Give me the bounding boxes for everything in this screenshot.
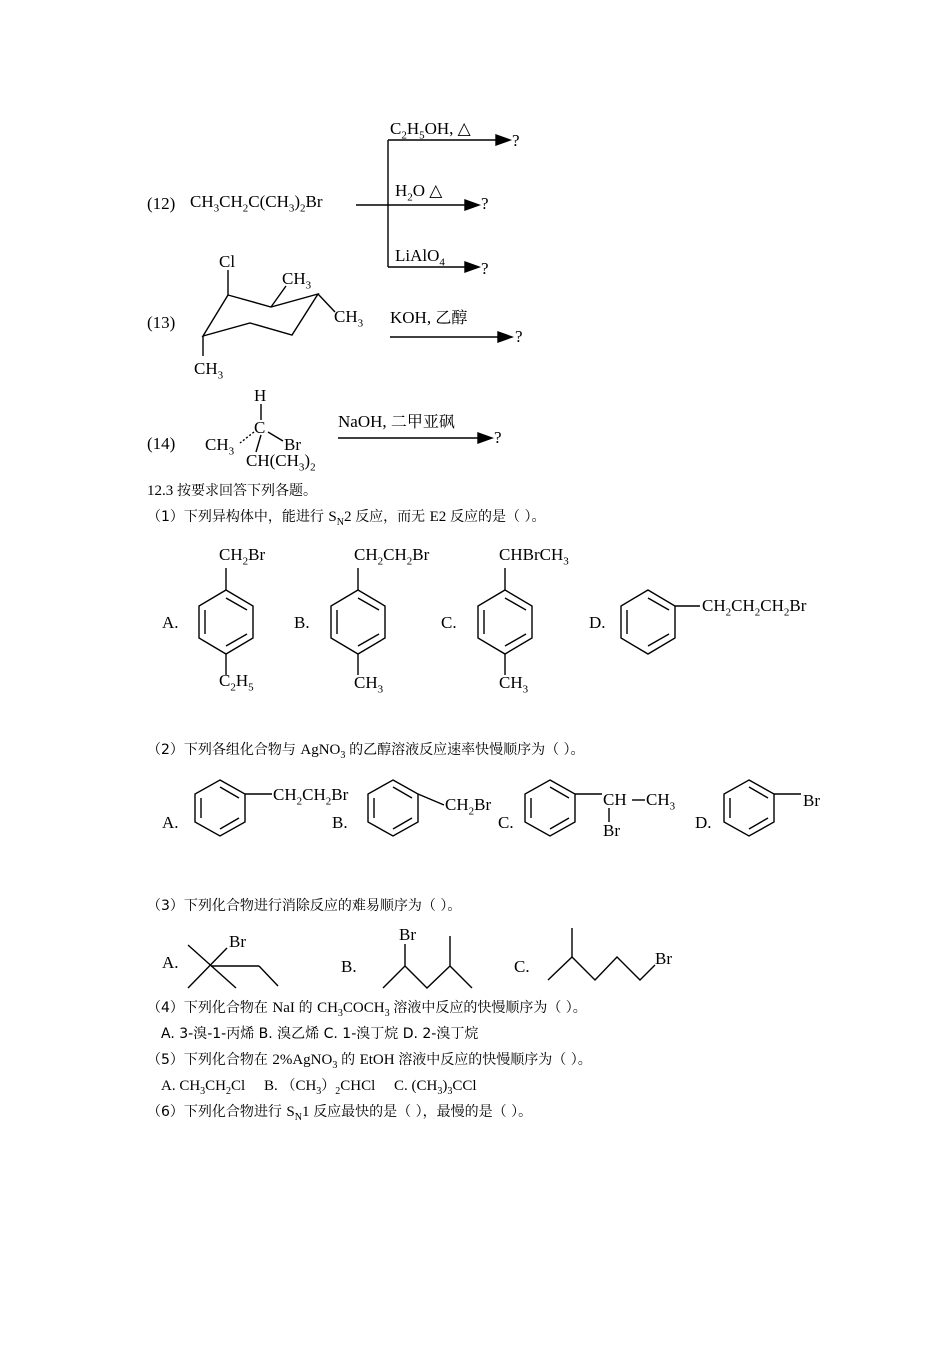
q2-option-c-label: C. [498, 813, 514, 832]
q2-option-c-ch3: $CH_3$ [646, 790, 676, 813]
problem-13-condition: KOH, 乙醇 [390, 308, 468, 327]
problem-13-product: ? [515, 327, 523, 346]
problem-14-number: (14) [147, 434, 176, 453]
q2-option-a-side: $CH_2CH_2Br$ [273, 785, 349, 808]
q3-option-a-br: Br [229, 932, 246, 951]
problem-12-condition-a: $C_2H_5OH$, △ [390, 119, 471, 142]
problem-14-isopropyl-label: $CH(CH_3)_2$ [246, 451, 316, 474]
problem-12-product-a: ? [512, 131, 520, 150]
problem-14-h-label: H [254, 386, 267, 405]
problem-14-ch3-label: $CH_3$ [205, 435, 235, 458]
question-1-text: （1）下列异构体中，能进行 $S_N2$ 反应，而无 E2 反应的是（ ）。 [147, 509, 546, 528]
q1-option-d-side: $CH_2CH_2CH_2Br$ [702, 596, 807, 619]
problem-13-ch3-right: $CH_3$ [334, 307, 364, 330]
q2-option-b-label: B. [332, 813, 348, 832]
q3-option-a-label: A. [162, 953, 179, 972]
q3-option-c-br: Br [655, 949, 672, 968]
q1-option-c-top: CHBrCH$_3$ [499, 545, 569, 568]
problem-13-cl-label: Cl [219, 252, 236, 271]
q1-option-a-label: A. [162, 613, 179, 632]
question-4-text: （4）下列化合物在 NaI 的 $CH_3COCH_3$ 溶液中反应的快慢顺序为（ ）。 [147, 1000, 587, 1019]
q1-option-a-top: $CH_2Br$ [219, 545, 266, 568]
problem-13-ch3-bottom: $CH_3$ [194, 359, 224, 382]
q1-option-b-label: B. [294, 613, 310, 632]
q1-option-b-bottom: $CH_3$ [354, 673, 384, 696]
q2-option-a-label: A. [162, 813, 179, 832]
problem-13-ch3-top: $CH_3$ [282, 269, 312, 292]
problem-12-product-c: ? [481, 259, 489, 278]
problem-12-condition-c: LiAlO$_4$ [395, 246, 445, 269]
q1-option-c-label: C. [441, 613, 457, 632]
q2-option-d-br: Br [803, 791, 820, 810]
question-3-text: （3）下列化合物进行消除反应的难易顺序为（ ）。 [147, 898, 462, 914]
problem-14-product: ? [494, 428, 502, 447]
section-12-3-heading: 12.3 按要求回答下列各题。 [147, 483, 317, 499]
q3-option-b-label: B. [341, 957, 357, 976]
problem-12-reactant: $CH_3CH_2C(CH_3)_2Br$ [190, 192, 323, 215]
problem-12-number: (12) [147, 194, 176, 213]
problem-12-product-b: ? [481, 194, 489, 213]
problem-13-number: (13) [147, 313, 176, 332]
question-2-text: （2）下列各组化合物与 AgNO$_3$ 的乙醇溶液反应速率快慢顺序为（ ）。 [147, 742, 585, 761]
q1-option-a-bottom: $C_2H_5$ [219, 671, 254, 694]
q1-option-d-label: D. [589, 613, 606, 632]
q2-option-d-label: D. [695, 813, 712, 832]
q3-option-c-label: C. [514, 957, 530, 976]
q1-option-b-top: $CH_2CH_2Br$ [354, 545, 430, 568]
q2-option-c-ch: CH [603, 790, 627, 809]
problem-14-c-label: C [254, 418, 266, 437]
question-5-text: （5）下列化合物在 2%AgNO$_3$ 的 EtOH 溶液中反应的快慢顺序为（ ）。 [147, 1052, 592, 1071]
problem-14-br-label: Br [284, 435, 301, 454]
q1-option-c-bottom: $CH_3$ [499, 673, 529, 696]
q3-option-b-br: Br [399, 925, 416, 944]
q2-option-b-side: $CH_2Br$ [445, 795, 492, 818]
question-4-options: A. 3-溴-1-丙烯 B. 溴乙烯 C. 1-溴丁烷 D. 2-溴丁烷 [161, 1026, 479, 1042]
question-6-text: （6）下列化合物进行 $S_N1$ 反应最快的是（ ），最慢的是（ ）。 [147, 1104, 533, 1123]
question-5-options: A. $CH_3CH_2Cl$ B. $(CH_3)_2CHCl$ C. $(CH_3)_3CCl$ [161, 1078, 477, 1097]
problem-12-condition-b: $H_2O$ △ [395, 181, 443, 204]
q2-option-c-br: Br [603, 821, 620, 840]
problem-14-condition: NaOH, 二甲亚砜 [338, 412, 455, 431]
